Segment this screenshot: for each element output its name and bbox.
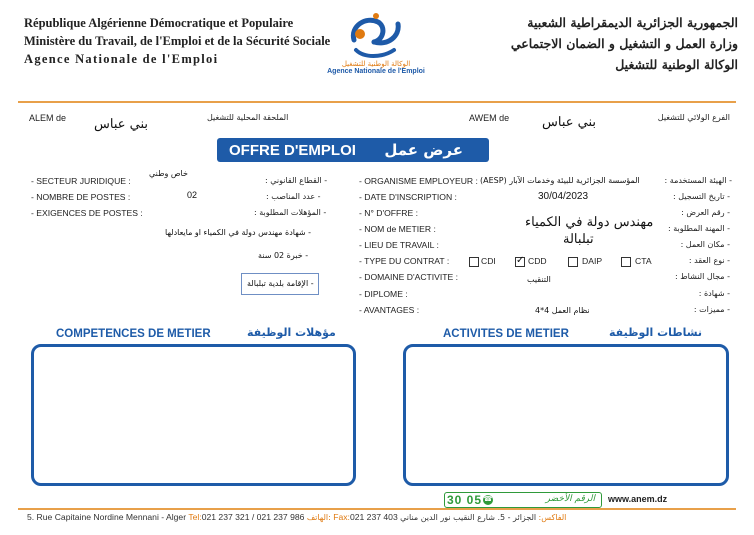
address-ar: الجزائر - 5. شارع النقيب نور الدين مناني [400,513,537,522]
secteur-label-ar: - القطاع القانوني : [265,176,328,185]
cdd-checkbox[interactable] [515,257,525,267]
activites-title-fr: ACTIVITES DE METIER [443,328,569,340]
competences-title-ar: مؤهلات الوظيفة [247,326,336,339]
ministry-ar: وزارة العمل و التشغيل و الضمان الاجتماعي [510,36,738,51]
green-number-label: الرقم الأخضر [545,494,595,504]
offre-label-fr: - N° D'OFFRE : [359,208,419,218]
date-label-ar: - تاريخ التسجيل : [673,192,730,201]
metier-label-fr: - NOM de METIER : [359,224,436,234]
contrat-label-fr: - TYPE DU CONTRAT : [359,256,450,266]
banner-title-fr: OFFRE D'EMPLOI [229,142,356,159]
metier-value: مهندس دولة في الكمياء [525,215,654,230]
requirement-experience: - خبرة 02 سنة [258,251,309,260]
awem-label: AWEM de [469,113,510,123]
metier-label-ar: - المهنة المطلوبة : [667,224,730,233]
postes-label-ar: - عدد المناصب : [266,192,321,201]
date-label-fr: - DATE D'INSCRIPTION : [359,192,457,202]
ministry-fr: Ministère du Travail, de l'Emploi et de la Sécurité Sociale [24,34,331,48]
header-fr [24,14,330,68]
fax-value: 021 237 403 [349,512,398,522]
domaine-value: التنقيب [527,275,551,284]
republic-ar: الجمهورية الجزائرية الديمقراطية الشعبية [527,15,738,30]
diplome-label-ar: - شهادة : [698,289,730,298]
fax-label: Fax: [333,512,350,522]
avantages-label-ar: - مميزات : [693,305,730,314]
lieu-label-ar: - مكان العمل : [680,240,730,249]
green-number-badge [444,492,602,508]
secteur-label-fr: - SECTEUR JURIDIQUE : [31,176,131,186]
domaine-label-fr: - DOMAINE D'ACTIVITE : [359,272,459,282]
agency-fr: Agence Nationale de l'Emploi [24,52,219,66]
header-ar [511,12,738,75]
footer-address [27,512,566,522]
logo-fr: Agence Nationale de l'Emploi [327,68,425,75]
green-number: 30 05 [447,493,483,507]
cdi-label: CDI [481,256,496,266]
organisme-label-fr: - ORGANISME EMPLOYEUR : [359,176,478,186]
domaine-label-ar: - مجال النشاط : [675,272,730,281]
alem-ar-label: الملحقة المحلية للتشغيل [207,113,289,122]
tel-label: Tel: [188,512,202,522]
exigences-label-fr: - EXIGENCES DE POSTES : [31,208,143,218]
anem-logo [326,10,426,102]
avantages-label-fr: - AVANTAGES : [359,305,420,315]
postes-value: 02 [187,190,198,200]
awem-ar-label: الفرع الولائي للتشغيل [657,113,730,122]
avantages-value: نظام العمل 4*4 [535,306,590,315]
activites-title-ar: نشاطات الوظيفة [609,326,703,339]
footer-divider [18,508,736,510]
competences-panel[interactable] [31,344,356,486]
agency-ar: الوكالة الوطنية للتشغيل [615,57,738,72]
organisme-label-ar: - الهيئة المستخدمة : [664,176,732,185]
cta-checkbox[interactable] [621,257,631,267]
website-link[interactable]: www.anem.dz [608,494,668,504]
exigences-label-ar: - المؤهلات المطلوبة : [254,208,327,217]
requirement-diploma: - شهادة مهندس دولة في الكمياء او مايعادلها [165,228,312,237]
republic-fr: République Algérienne Démocratique et Populaire [24,16,294,30]
lieu-label-fr: - LIEU DE TRAVAIL : [359,240,439,250]
secteur-value: خاص وطني [149,169,188,178]
header-divider [18,101,736,103]
fax-label-ar: الفاكس: [538,513,567,522]
offre-label-ar: - رقم العرض : [681,208,730,217]
cdd-label: CDD [528,256,547,266]
postes-label-fr: - NOMBRE DE POSTES : [31,192,131,202]
competences-title-fr: COMPETENCES DE METIER [56,328,211,340]
date-value: 30/04/2023 [538,191,589,202]
tel-label-ar: الهاتف: [306,513,331,522]
awem-value: بني عباس [542,115,597,130]
address-fr: 5. Rue Capitaine Nordine Mennani - Alger [27,512,187,522]
diplome-label-fr: - DIPLOME : [359,289,408,299]
banner-title-ar: عرض عمل [384,141,463,159]
offer-banner [217,138,489,162]
cdi-checkbox[interactable] [469,257,479,267]
daip-label: DAIP [582,256,603,266]
contrat-label-ar: - نوع العقد : [688,256,730,265]
anem-logo-icon [344,10,408,60]
requirement-residence: - الإقامة بلدية تبلبالة [247,279,314,288]
tel-value: 021 237 321 / 021 237 986 [201,512,305,522]
cta-label: CTA [635,256,652,266]
alem-label: ALEM de [29,113,67,123]
alem-value: بني عباس [94,117,149,132]
organisme-value: المؤسسة الجزائرية للبيئة وخدمات الآبار (AESP) [480,176,640,185]
daip-checkbox[interactable] [568,257,578,267]
logo-ar: الوكالة الوطنية للتشغيل [341,60,411,68]
phone-icon: ☎ [483,496,493,503]
lieu-value: تبلبالة [563,232,594,247]
activites-panel[interactable] [403,344,729,486]
